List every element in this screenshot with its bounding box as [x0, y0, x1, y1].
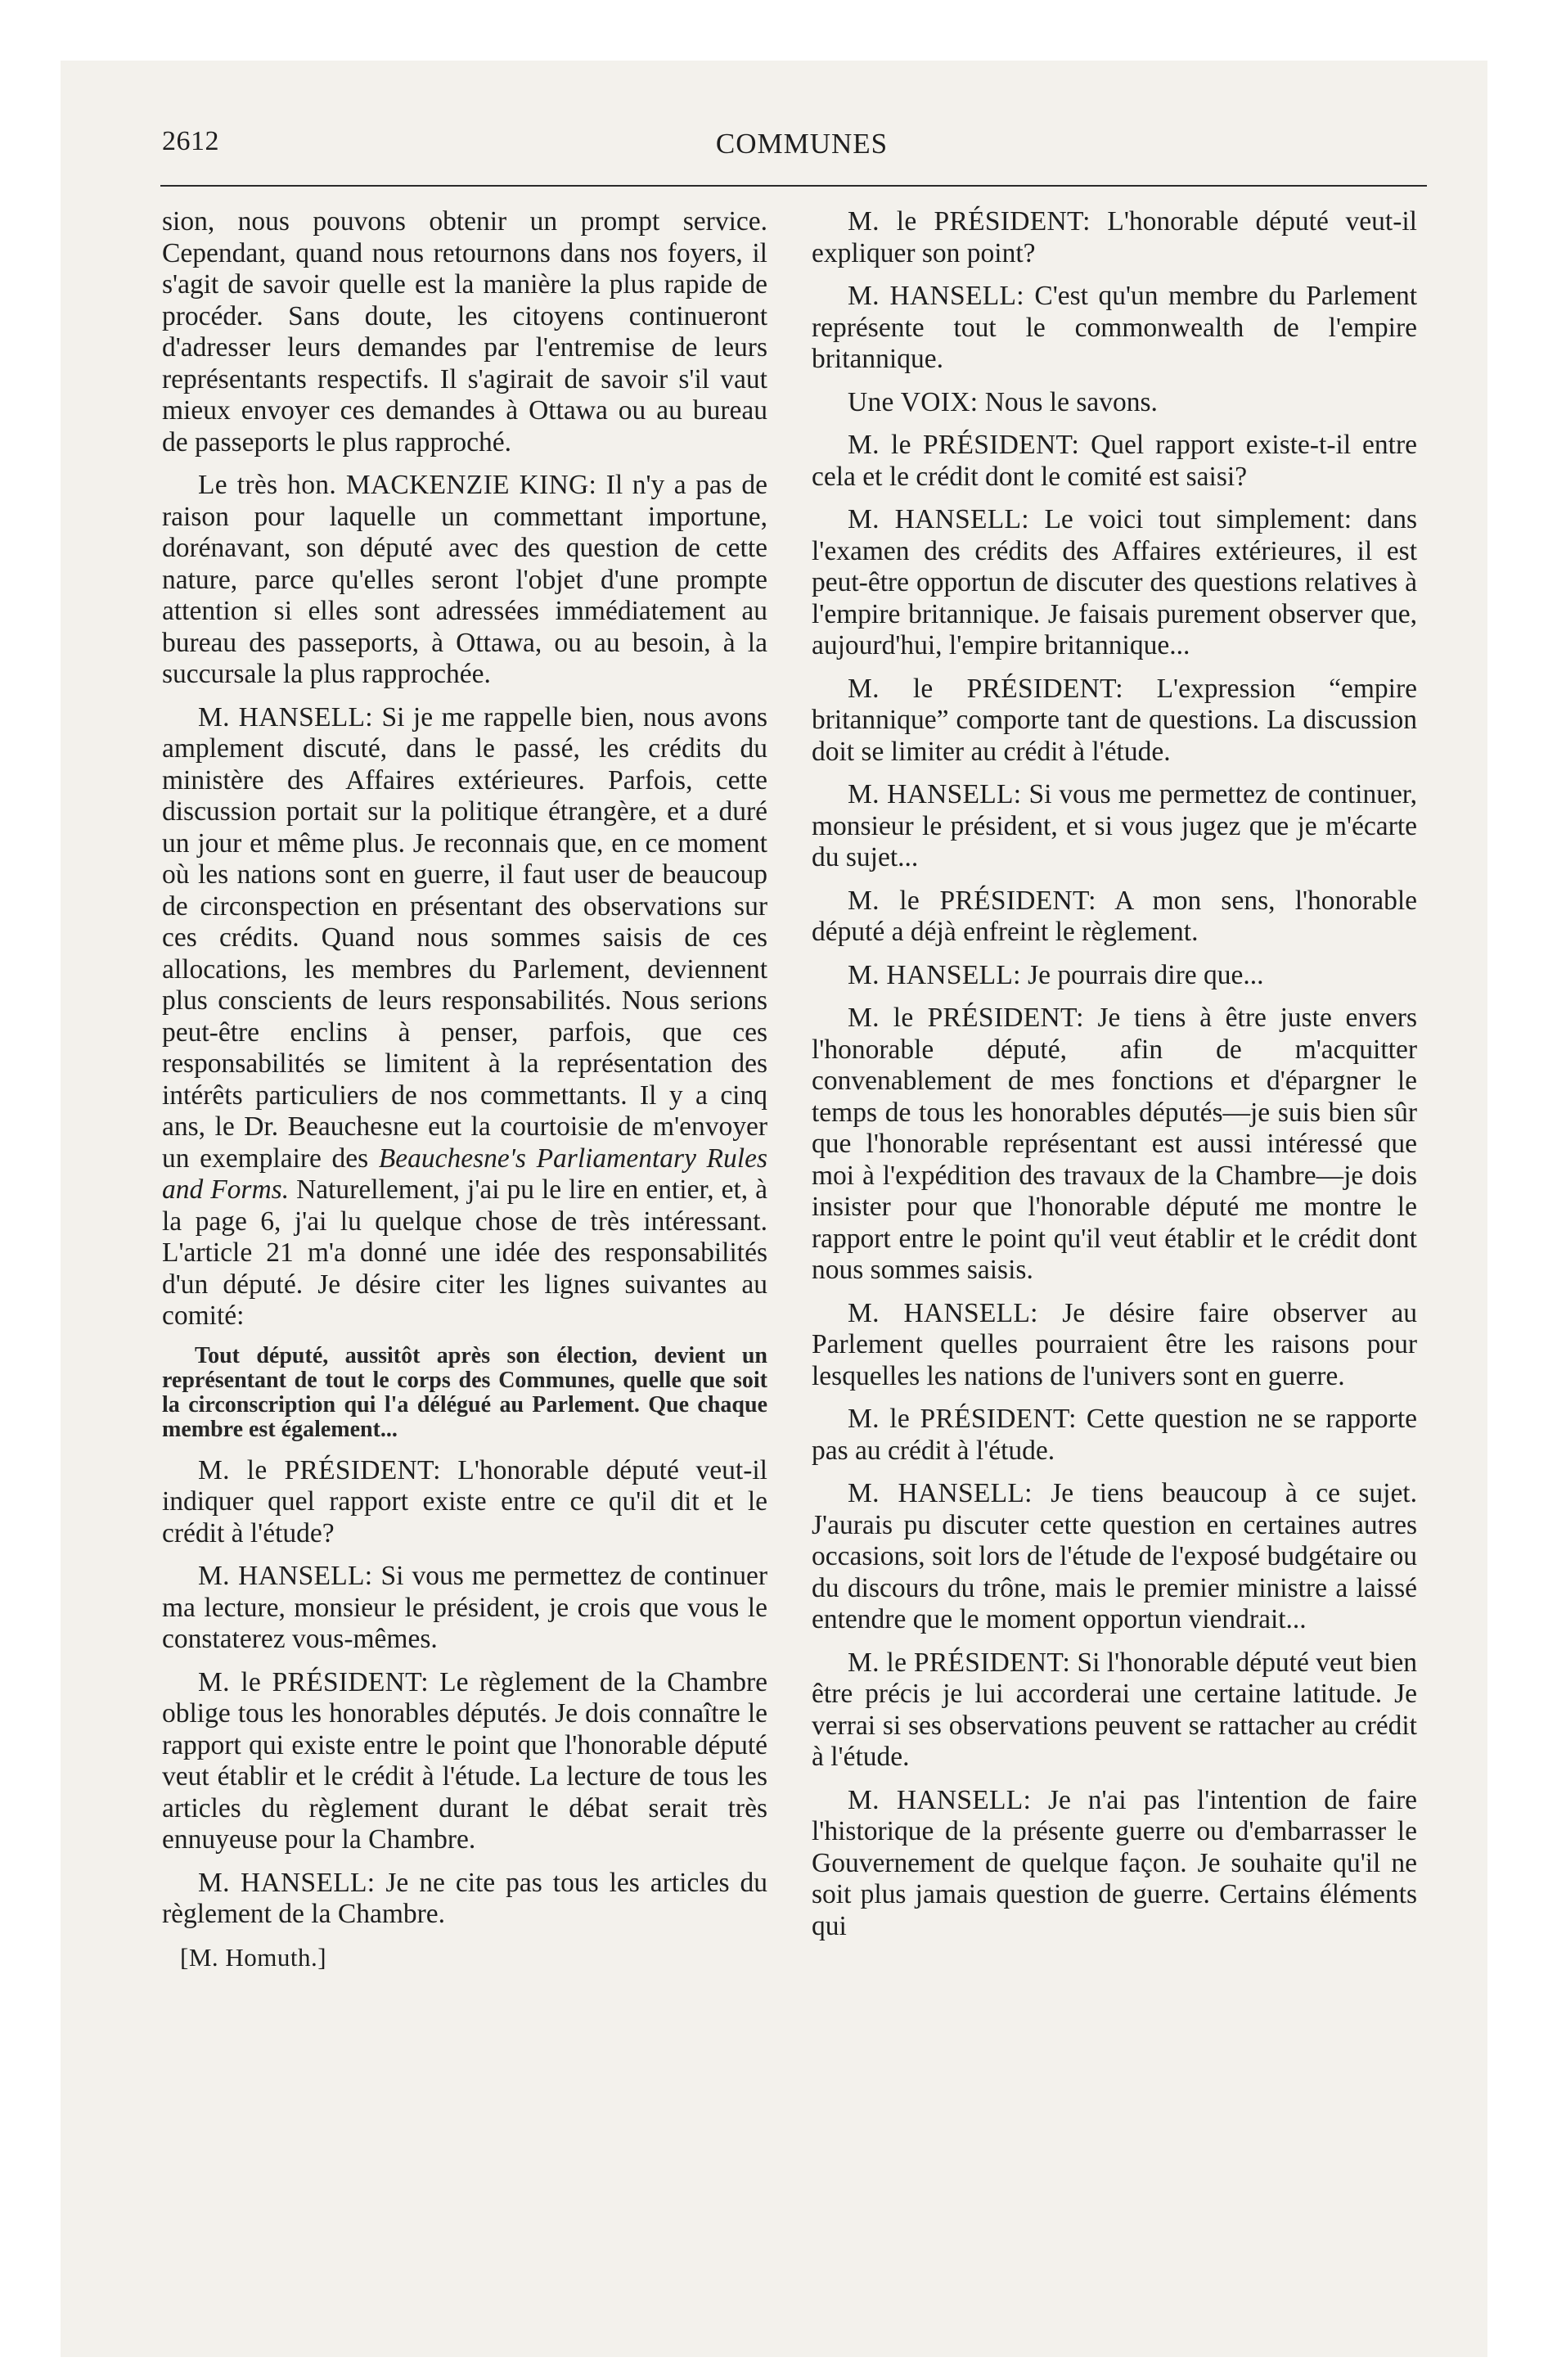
- speaker: M. le PRÉSIDENT:: [198, 1454, 441, 1485]
- paragraph-text: A mon sens, l'honorable député a déjà enfreint le règlement.: [812, 885, 1417, 947]
- paragraph-text: Je pourrais dire que...: [1028, 959, 1264, 990]
- speaker: M. HANSELL:: [848, 1478, 1033, 1508]
- paragraph-text: Je ne cite pas tous les articles du règlement de la Chambre.: [162, 1867, 768, 1929]
- speaker: M. HANSELL:: [848, 779, 1022, 809]
- speaker: M. le PRÉSIDENT:: [848, 430, 1080, 460]
- paragraph: [162, 1561, 767, 1656]
- paragraph: [812, 886, 1417, 949]
- paragraph-text: Cette question ne se rapporte pas au crédit à l'étude.: [812, 1404, 1417, 1466]
- quotation: Tout député, aussitôt après son élection, devient un représentant de tout le corps des Communes, quelle que soit la circonscription qui l'a délégué au Parlement. Que chaque membre est également...: [162, 1342, 767, 1442]
- paragraph-text: Si vous me permettez de continuer ma lecture, monsieur le président, je crois que vous le constaterez vous-mêmes.: [162, 1561, 768, 1654]
- paragraph: [812, 1003, 1417, 1287]
- speaker: M. le PRÉSIDENT:: [848, 885, 1096, 916]
- speaker: M. HANSELL:: [848, 1297, 1038, 1328]
- speaker: Une VOIX:: [848, 386, 979, 417]
- paragraph: [812, 1785, 1417, 1943]
- speaker: M. HANSELL:: [848, 281, 1024, 311]
- paragraph: [812, 206, 1417, 269]
- book-title: Beauchesne's Parliamentary Rules and Forms.: [162, 1143, 767, 1205]
- paragraph-text: Il n'y a pas de raison pour laquelle un commettant importune, dorénavant, son député avec des question de cette nature, parce qu'elles seront l'objet d'une prompte attention si elles sont adressées immédiatement au bureau des passeports, à Ottawa, ou au besoin, à la succursale la plus rapprochée.: [162, 470, 768, 689]
- paragraph: [812, 504, 1417, 662]
- paragraph: [162, 1667, 767, 1856]
- speaker: Le très hon. MACKENZIE KING:: [198, 470, 597, 500]
- paragraph-text: Si vous me permettez de continuer, monsieur le président, et si vous jugez que je m'écarte du sujet...: [812, 779, 1417, 872]
- paragraph: [162, 206, 767, 458]
- speaker: M. le PRÉSIDENT:: [848, 673, 1123, 704]
- paragraph-text: L'honorable député veut-il expliquer son point?: [812, 206, 1417, 268]
- page-number: 2612: [162, 126, 219, 156]
- speaker: M. HANSELL:: [848, 959, 1021, 990]
- paragraph: [162, 702, 767, 1332]
- paragraph-text: Si l'honorable député veut bien être précis je lui accorderai une certaine latitude. Je verrai si ses observations peuvent se rattacher au crédit à l'étude.: [812, 1647, 1417, 1772]
- paragraph: [812, 1298, 1417, 1393]
- running-head: COMMUNES: [715, 128, 889, 160]
- paragraph-text: Je tiens beaucoup à ce sujet. J'aurais pu discuter cette question en certaines autres occasions, soit lors de l'étude de l'exposé budgétaire ou du discours du trône, mais le premier ministre a laissé entendre que le moment opportun viendrait...: [812, 1478, 1417, 1634]
- paragraph-text: Si je me rappelle bien, nous avons amplement discuté, dans le passé, les crédits du ministère des Affaires extérieures. Parfois, cette discussion portait sur la politique étrangère, et a duré un jour et même plus. Je reconnais que, en ce moment où les nations sont en guerre, il faut user de beaucoup de circonspection en présentant des observations sur ces crédits. Quand nous sommes saisis de ces allocations, les membres du Parlement, deviennent plus conscients de leurs responsabilités. Nous serions peut-être enclins à penser, parfois, que ces responsabilités se limitent à la représentation des intérêts particuliers de nos commettants. Il y a cinq ans, le Dr. Beauchesne eut la courtoisie de m'envoyer un exemplaire des: [162, 701, 768, 1174]
- paragraph-text: Naturellement, j'ai pu le lire en entier, et, à la page 6, j'ai lu quelque chose de très intéressant. L'article 21 m'a donné une idée des responsabilités d'un député. Je désire citer les lignes suivantes au comité:: [162, 1174, 768, 1331]
- paragraph: [162, 1455, 767, 1550]
- speaker: M. le PRÉSIDENT:: [848, 1404, 1077, 1434]
- paragraph-text: L'honorable député veut-il indiquer quel rapport existe entre ce qu'il dit et le crédit à l'étude?: [162, 1454, 767, 1548]
- paragraph-text: Je désire faire observer au Parlement quelles pourraient être les raisons pour lesquelles les nations de l'univers sont en guerre.: [812, 1297, 1417, 1391]
- paragraph: [812, 1478, 1417, 1636]
- paragraph: [812, 779, 1417, 874]
- header-rule: [160, 185, 1427, 187]
- paragraph-text: Le voici tout simplement: dans l'examen des crédits des Affaires extérieures, il est peut-être opportun de discuter des questions relatives à l'empire britannique. Je faisais purement observer que, aujourd'hui, l'empire britannique...: [812, 504, 1417, 660]
- paragraph: [812, 430, 1417, 493]
- right-column: [812, 206, 1417, 1954]
- paragraph: [812, 674, 1417, 769]
- paragraph: [812, 1404, 1417, 1467]
- speaker: M. le PRÉSIDENT:: [198, 1666, 429, 1697]
- speaker: M. HANSELL:: [198, 701, 373, 732]
- paragraph-text: Je n'ai pas l'intention de faire l'historique de la présente guerre ou d'embarrasser le Gouvernement de quelque façon. Je souhaite qu'il ne soit plus jamais question de guerre. Certains éléments qui: [812, 1784, 1417, 1941]
- paragraph: [812, 1648, 1417, 1774]
- paragraph-text: Je tiens à être juste envers l'honorable député, afin de m'acquitter convenablement de mes fonctions et d'épargner le temps de tous les honorables députés—je suis bien sûr que l'honorable représentant est aussi intéressé que moi à l'expédition des travaux de la Chambre—je dois insister pour que l'honorable député me montre le rapport entre le point qu'il veut établir et le crédit dont nous sommes saisis.: [812, 1003, 1417, 1285]
- speaker: M. HANSELL:: [198, 1867, 376, 1898]
- paragraph: [162, 1868, 767, 1931]
- paragraph-text: C'est qu'un membre du Parlement représente tout le commonwealth de l'empire britannique.: [812, 281, 1418, 374]
- paragraph-text: Quel rapport existe-t-il entre cela et le crédit dont le comité est saisi?: [812, 430, 1418, 492]
- paragraph: [812, 387, 1417, 419]
- paragraph-text: Le règlement de la Chambre oblige tous les honorables députés. Je dois connaître le rapport qui existe entre le point que l'honorable député veut établir et le crédit à l'étude. La lecture de tous les articles du règlement durant le débat serait très ennuyeuse pour la Chambre.: [162, 1666, 768, 1855]
- speaker: M. le PRÉSIDENT:: [848, 206, 1091, 237]
- left-column: [162, 206, 767, 1973]
- paragraph: [812, 281, 1417, 376]
- speaker: M. HANSELL:: [848, 1784, 1032, 1815]
- speaker-footnote: [M. Homuth.]: [180, 1942, 327, 1972]
- paragraph-text: L'expression “empire britannique” comporte tant de questions. La discussion doit se limiter au crédit à l'étude.: [812, 673, 1417, 767]
- paragraph: [812, 960, 1417, 992]
- speaker: M. HANSELL:: [848, 504, 1029, 534]
- speaker: M. HANSELL:: [198, 1561, 373, 1591]
- paragraph-text: sion, nous pouvons obtenir un prompt service. Cependant, quand nous retournons dans nos foyers, il s'agit de savoir quelle est la manière la plus rapide de procéder. Sans doute, les citoyens continueront d'adresser leurs demandes par l'entremise de leurs représentants respectifs. Il s'agirait de savoir s'il vaut mieux envoyer ces demandes à Ottawa ou au bureau de passeports le plus rapproché.: [162, 206, 767, 458]
- paragraph-text: Nous le savons.: [984, 386, 1158, 417]
- paragraph: [162, 470, 767, 691]
- speaker: M. le PRÉSIDENT:: [848, 1003, 1084, 1033]
- speaker: M. le PRÉSIDENT:: [848, 1647, 1071, 1678]
